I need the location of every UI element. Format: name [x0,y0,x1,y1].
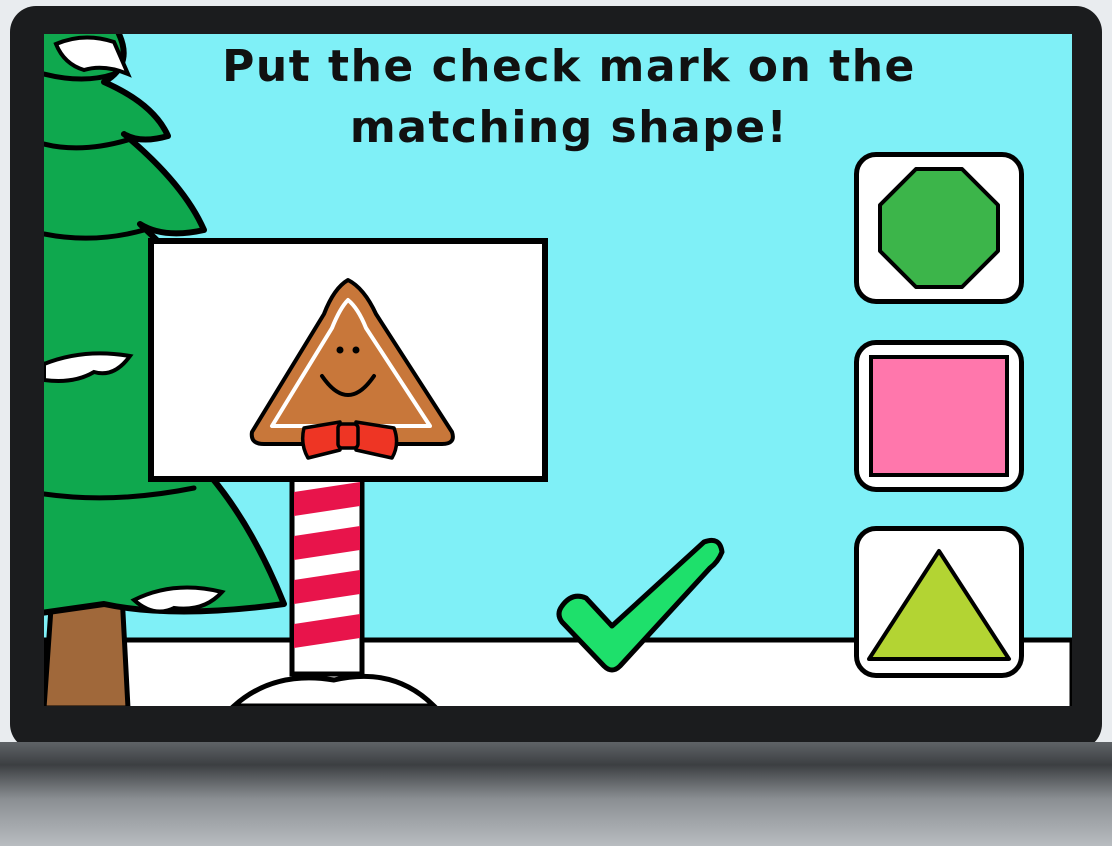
instruction-line-1: Put the check mark on the [222,41,916,92]
gingerbread-triangle-cookie-icon [154,244,542,476]
target-shape-sign [148,238,548,482]
instruction-title [184,36,954,158]
check-mark-icon[interactable] [554,534,734,674]
answer-card-square[interactable] [854,340,1024,492]
octagon-icon [859,157,1019,299]
game-screen [44,34,1072,706]
answer-card-triangle[interactable] [854,526,1024,678]
triangle-icon [859,531,1019,673]
square-icon [859,345,1019,487]
laptop-base [0,742,1112,846]
answer-card-octagon[interactable] [854,152,1024,304]
instruction-line-2: matching shape! [349,102,789,153]
candy-cane-pole [292,474,362,674]
